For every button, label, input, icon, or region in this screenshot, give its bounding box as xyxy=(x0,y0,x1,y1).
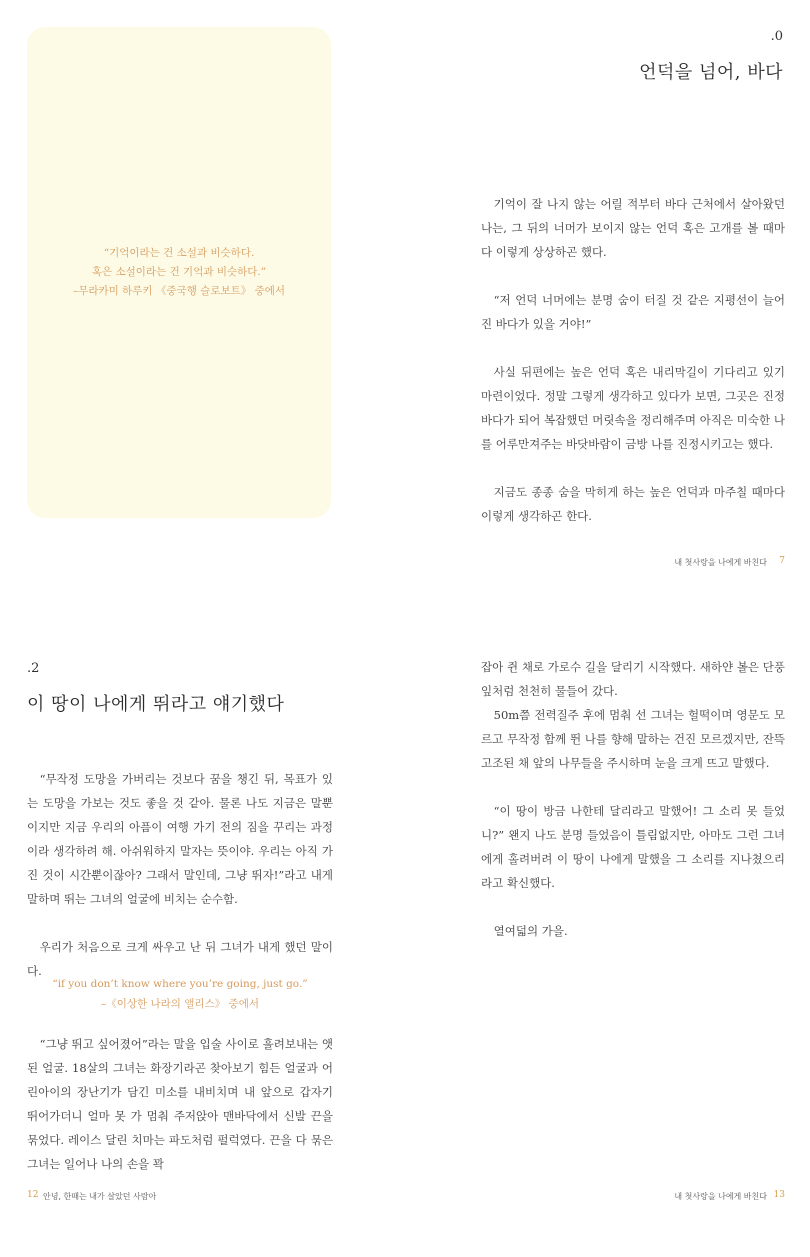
page-number: 12 xyxy=(27,1190,39,1200)
paragraph: “저 언덕 너머에는 분명 숨이 터질 것 같은 지평선이 늘어진 바다가 있을 거야!” xyxy=(481,293,785,331)
quote-line: “if you don’t know where you’re going, just go.” xyxy=(52,978,308,990)
running-footer: 내 첫사랑을 나에게 바친다 xyxy=(674,558,767,567)
running-footer: 내 첫사랑을 나에게 바친다 xyxy=(674,1192,767,1201)
paragraph: “그냥 뛰고 싶어졌어”라는 말을 입술 사이로 흘려보내는 앳된 얼굴. 18살의 그녀는 화장기라곤 찾아보기 힘든 얼굴과 어린아이의 장난기가 담긴 미소를 내비치며 내 앞으로 갑자기 뛰어가더니 얼마 못 가 멈춰 주저앉아 맨바닥에서 신발 끈을 묶었다. 레이스 달린 치마는 파도처럼 펄럭였다. 끈을 다 묶은 그녀는 일어나 나의 손을 꽉 xyxy=(27,1037,333,1171)
chapter-title: 언덕을 넘어, 바다 xyxy=(639,62,783,83)
quote-source: –《이상한 나라의 앨리스》 중에서 xyxy=(101,998,259,1010)
paragraph: 지금도 종종 숨을 막히게 하는 높은 언덕과 마주칠 때마다 이렇게 생각하곤 한다. xyxy=(481,485,785,523)
chapter-body-continued xyxy=(27,1032,333,1176)
paragraph: “이 땅이 방금 나한테 달리라고 말했어! 그 소리 못 들었니?” 왠지 나도 분명 들었음이 틀림없지만, 아마도 그런 그녀에게 홀려버려 이 땅이 나에게 말했을 그 소리를 지나쳤으리라고 확신했다. xyxy=(481,804,785,890)
paragraph: 사실 뒤편에는 높은 언덕 혹은 내리막길이 기다리고 있기 마련이었다. 정말 그렇게 생각하고 있다가 보면, 그곳은 진정 바다가 되어 복잡했던 머릿속을 정리해주며 아직은 미숙한 나를 어루만져주는 바닷바람이 금방 나를 진정시키고는 했다. xyxy=(481,365,785,451)
epigraph-quote xyxy=(27,244,331,301)
chapter-number: .2 xyxy=(27,661,40,676)
paragraph: 기억이 잘 나지 않는 어릴 적부터 바다 근처에서 살아왔던 나는, 그 뒤의 너머가 보이지 않는 언덕 혹은 고개를 볼 때마다 이렇게 상상하곤 했다. xyxy=(481,197,785,259)
paragraph: 잡아 쥔 채로 가로수 길을 달리기 시작했다. 새하얀 볼은 단풍잎처럼 천천히 물들어 갔다. xyxy=(481,660,785,698)
paragraph: 우리가 처음으로 크게 싸우고 난 뒤 그녀가 내게 했던 말이다. xyxy=(27,940,333,978)
paragraph: 50m쯤 전력질주 후에 멈춰 선 그녀는 헐떡이며 영문도 모르고 무작정 함께 뛴 나를 향해 말하는 건진 모르겠지만, 잔뜩 고조된 채 앞의 나무들을 주시하며 눈을 크게 뜨고 말했다. xyxy=(481,708,785,770)
epigraph-line: “기억이라는 건 소설과 비슷하다. xyxy=(103,247,255,259)
paragraph: 열여덟의 가을. xyxy=(493,924,568,938)
paragraph: “무작정 도망을 가버리는 것보다 꿈을 챙긴 뒤, 목표가 있는 도망을 가보는 것도 좋을 것 같아. 물론 나도 지금은 말뿐이지만 지금 우리의 아픔이 여행 가기 전의 짐을 꾸리는 과정이라 생각하려 해. 아쉬워하지 말자는 뜻이야. 우리는 아직 가진 것이 시간뿐이잖아? 그래서 말인데, 그냥 뛰자!”라고 내게 말하며 뛰는 그녀의 얼굴에 비치는 순수함. xyxy=(27,772,333,906)
page-number: 7 xyxy=(779,556,785,566)
epigraph-source: –무라카미 하루키 《중국행 슬로보트》 중에서 xyxy=(72,285,286,297)
chapter-title: 이 땅이 나에게 뛰라고 얘기했다 xyxy=(27,694,285,715)
chapter-body xyxy=(481,192,785,528)
chapter-number: .0 xyxy=(770,29,783,44)
running-footer: 안녕, 한때는 내가 살았던 사람아 xyxy=(43,1192,157,1201)
page-number: 13 xyxy=(773,1190,785,1200)
inline-quote xyxy=(27,974,333,1014)
epigraph-line: 혹은 소설이라는 건 기억과 비슷하다.” xyxy=(91,266,267,278)
chapter-body xyxy=(27,767,333,983)
chapter-body-continued xyxy=(481,655,785,943)
